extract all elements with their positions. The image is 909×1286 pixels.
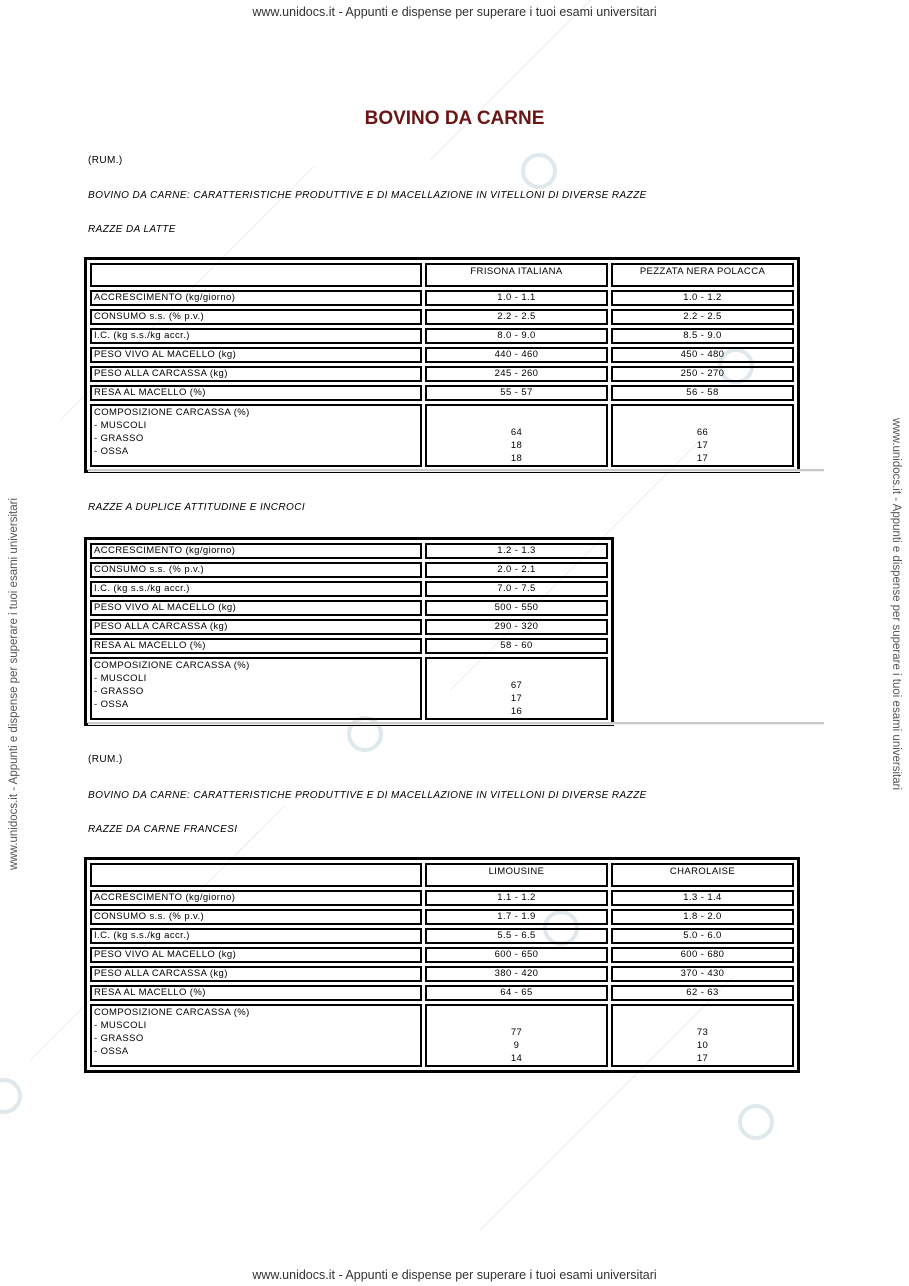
composition-label-cell [90,404,422,467]
row-label: PESO VIVO AL MACELLO (kg) [90,947,422,963]
cell-value: 440 - 460 [425,347,608,363]
cell-value: 2.2 - 2.5 [425,309,608,325]
composition-label: COMPOSIZIONE CARCASSA (%) [94,660,250,671]
cell-value: 2.0 - 2.1 [425,562,608,578]
watermark-side-left: www.unidocs.it - Appunti e dispense per superare i tuoi esami universitari [8,497,20,870]
table-header-empty [90,263,422,287]
cell-value: 1.3 - 1.4 [611,890,794,906]
table-row [90,290,794,306]
composition-item: - GRASSO [94,686,144,697]
table-row [90,581,608,597]
section3-subtitle: BOVINO DA CARNE: CARATTERISTICHE PRODUTTIVE E DI MACELLAZIONE IN VITELLONI DI DIVERSE RAZZE [88,790,647,801]
row-label: PESO ALLA CARCASSA (kg) [90,966,422,982]
composition-item: - GRASSO [94,433,144,444]
row-label: CONSUMO s.s. (% p.v.) [90,562,422,578]
cell-value: 64 - 65 [425,985,608,1001]
row-label: ACCRESCIMENTO (kg/giorno) [90,543,422,559]
table-razze-da-carne-francesi [84,857,800,1073]
composition-values-cell [425,1004,608,1067]
section1-subtitle: BOVINO DA CARNE: CARATTERISTICHE PRODUTTIVE E DI MACELLAZIONE IN VITELLONI DI DIVERSE RAZZE [88,190,647,201]
section1-group: RAZZE DA LATTE [88,224,176,235]
row-label: RESA AL MACELLO (%) [90,985,422,1001]
composition-label-cell [90,1004,422,1067]
cell-value: 1.0 - 1.2 [611,290,794,306]
table-row [90,543,608,559]
cell-value: 250 - 270 [611,366,794,382]
cell-value: 600 - 650 [425,947,608,963]
composition-item: - MUSCOLI [94,1020,147,1031]
cell-value: 58 - 60 [425,638,608,654]
table-row [90,928,794,944]
cell-value: 77 [510,1027,523,1038]
table-row [90,966,794,982]
table-row-composition [90,657,608,720]
composition-item: - MUSCOLI [94,673,147,684]
row-label: I.C. (kg s.s./kg accr.) [90,928,422,944]
cell-value: 17 [510,693,523,704]
cell-value: 7.0 - 7.5 [425,581,608,597]
cell-value: 64 [510,427,523,438]
cell-value: 55 - 57 [425,385,608,401]
cell-value: 1.8 - 2.0 [611,909,794,925]
watermark-side-right: www.unidocs.it - Appunti e dispense per superare i tuoi esami universitari [890,418,902,791]
composition-values-cell [611,404,794,467]
watermark-logo-icon [521,153,557,189]
watermark-line [430,0,657,161]
row-label: PESO ALLA CARCASSA (kg) [90,619,422,635]
table-row [90,347,794,363]
cell-value: 5.5 - 6.5 [425,928,608,944]
cell-value: 62 - 63 [611,985,794,1001]
composition-item: - OSSA [94,699,129,710]
section1-tag: (RUM.) [88,155,123,166]
table-row [90,385,794,401]
composition-item: - MUSCOLI [94,420,147,431]
composition-values-cell [425,404,608,467]
cell-value: 8.5 - 9.0 [611,328,794,344]
table-row [90,619,608,635]
cell-value: 500 - 550 [425,600,608,616]
watermark-header: www.unidocs.it - Appunti e dispense per superare i tuoi esami universitari [252,5,657,19]
table-row [90,909,794,925]
watermark-footer: www.unidocs.it - Appunti e dispense per superare i tuoi esami universitari [252,1268,657,1282]
cell-value: 290 - 320 [425,619,608,635]
section3-tag: (RUM.) [88,754,123,765]
column-header: FRISONA ITALIANA [425,263,608,287]
table-header-empty [90,863,422,887]
cell-value: 1.0 - 1.1 [425,290,608,306]
row-label: PESO ALLA CARCASSA (kg) [90,366,422,382]
row-label: ACCRESCIMENTO (kg/giorno) [90,890,422,906]
cell-value: 1.7 - 1.9 [425,909,608,925]
composition-values-cell [611,1004,794,1067]
cell-value: 600 - 680 [611,947,794,963]
table-row [90,985,794,1001]
table-row [90,600,608,616]
table-header-row [90,863,794,887]
cell-value: 1.2 - 1.3 [425,543,608,559]
cell-value: 5.0 - 6.0 [611,928,794,944]
row-label: CONSUMO s.s. (% p.v.) [90,909,422,925]
table-razze-da-latte [84,257,800,473]
table-row [90,366,794,382]
table-row [90,328,794,344]
table-row [90,562,608,578]
cell-value: 17 [696,453,709,464]
table-duplice-attitudine [84,537,614,726]
composition-values-cell [425,657,608,720]
cell-value: 17 [696,1053,709,1064]
column-header: CHAROLAISE [611,863,794,887]
composition-label: COMPOSIZIONE CARCASSA (%) [94,1007,250,1018]
cell-value: 73 [696,1027,709,1038]
cell-value: 245 - 260 [425,366,608,382]
cell-value: 10 [696,1040,709,1051]
row-label: PESO VIVO AL MACELLO (kg) [90,600,422,616]
page-title: BOVINO DA CARNE [364,108,545,129]
cell-value: 56 - 58 [611,385,794,401]
composition-item: - GRASSO [94,1033,144,1044]
row-label: I.C. (kg s.s./kg accr.) [90,581,422,597]
table-row-composition [90,1004,794,1067]
column-header: LIMOUSINE [425,863,608,887]
cell-value: 16 [510,706,523,717]
column-header: PEZZATA NERA POLACCA [611,263,794,287]
cell-value: 17 [696,440,709,451]
cell-value: 370 - 430 [611,966,794,982]
section2-group: RAZZE A DUPLICE ATTITUDINE E INCROCI [88,502,306,513]
watermark-logo-icon [738,1104,774,1140]
table-row [90,309,794,325]
row-label: I.C. (kg s.s./kg accr.) [90,328,422,344]
section-divider [88,469,824,472]
table-row-composition [90,404,794,467]
row-label: PESO VIVO AL MACELLO (kg) [90,347,422,363]
cell-value: 380 - 420 [425,966,608,982]
row-label: RESA AL MACELLO (%) [90,385,422,401]
table-row [90,947,794,963]
cell-value: 1.1 - 1.2 [425,890,608,906]
row-label: RESA AL MACELLO (%) [90,638,422,654]
section-divider [88,722,824,725]
composition-item: - OSSA [94,1046,129,1057]
watermark-logo-icon [0,1078,22,1114]
row-label: CONSUMO s.s. (% p.v.) [90,309,422,325]
section3-group: RAZZE DA CARNE FRANCESI [88,824,238,835]
cell-value: 8.0 - 9.0 [425,328,608,344]
composition-label: COMPOSIZIONE CARCASSA (%) [94,407,250,418]
cell-value: 67 [510,680,523,691]
cell-value: 2.2 - 2.5 [611,309,794,325]
cell-value: 450 - 480 [611,347,794,363]
cell-value: 14 [510,1053,523,1064]
table-row [90,890,794,906]
cell-value: 18 [510,440,523,451]
cell-value: 66 [696,427,709,438]
row-label: ACCRESCIMENTO (kg/giorno) [90,290,422,306]
composition-item: - OSSA [94,446,129,457]
table-header-row [90,263,794,287]
cell-value: 9 [513,1040,520,1051]
table-row [90,638,608,654]
cell-value: 18 [510,453,523,464]
composition-label-cell [90,657,422,720]
